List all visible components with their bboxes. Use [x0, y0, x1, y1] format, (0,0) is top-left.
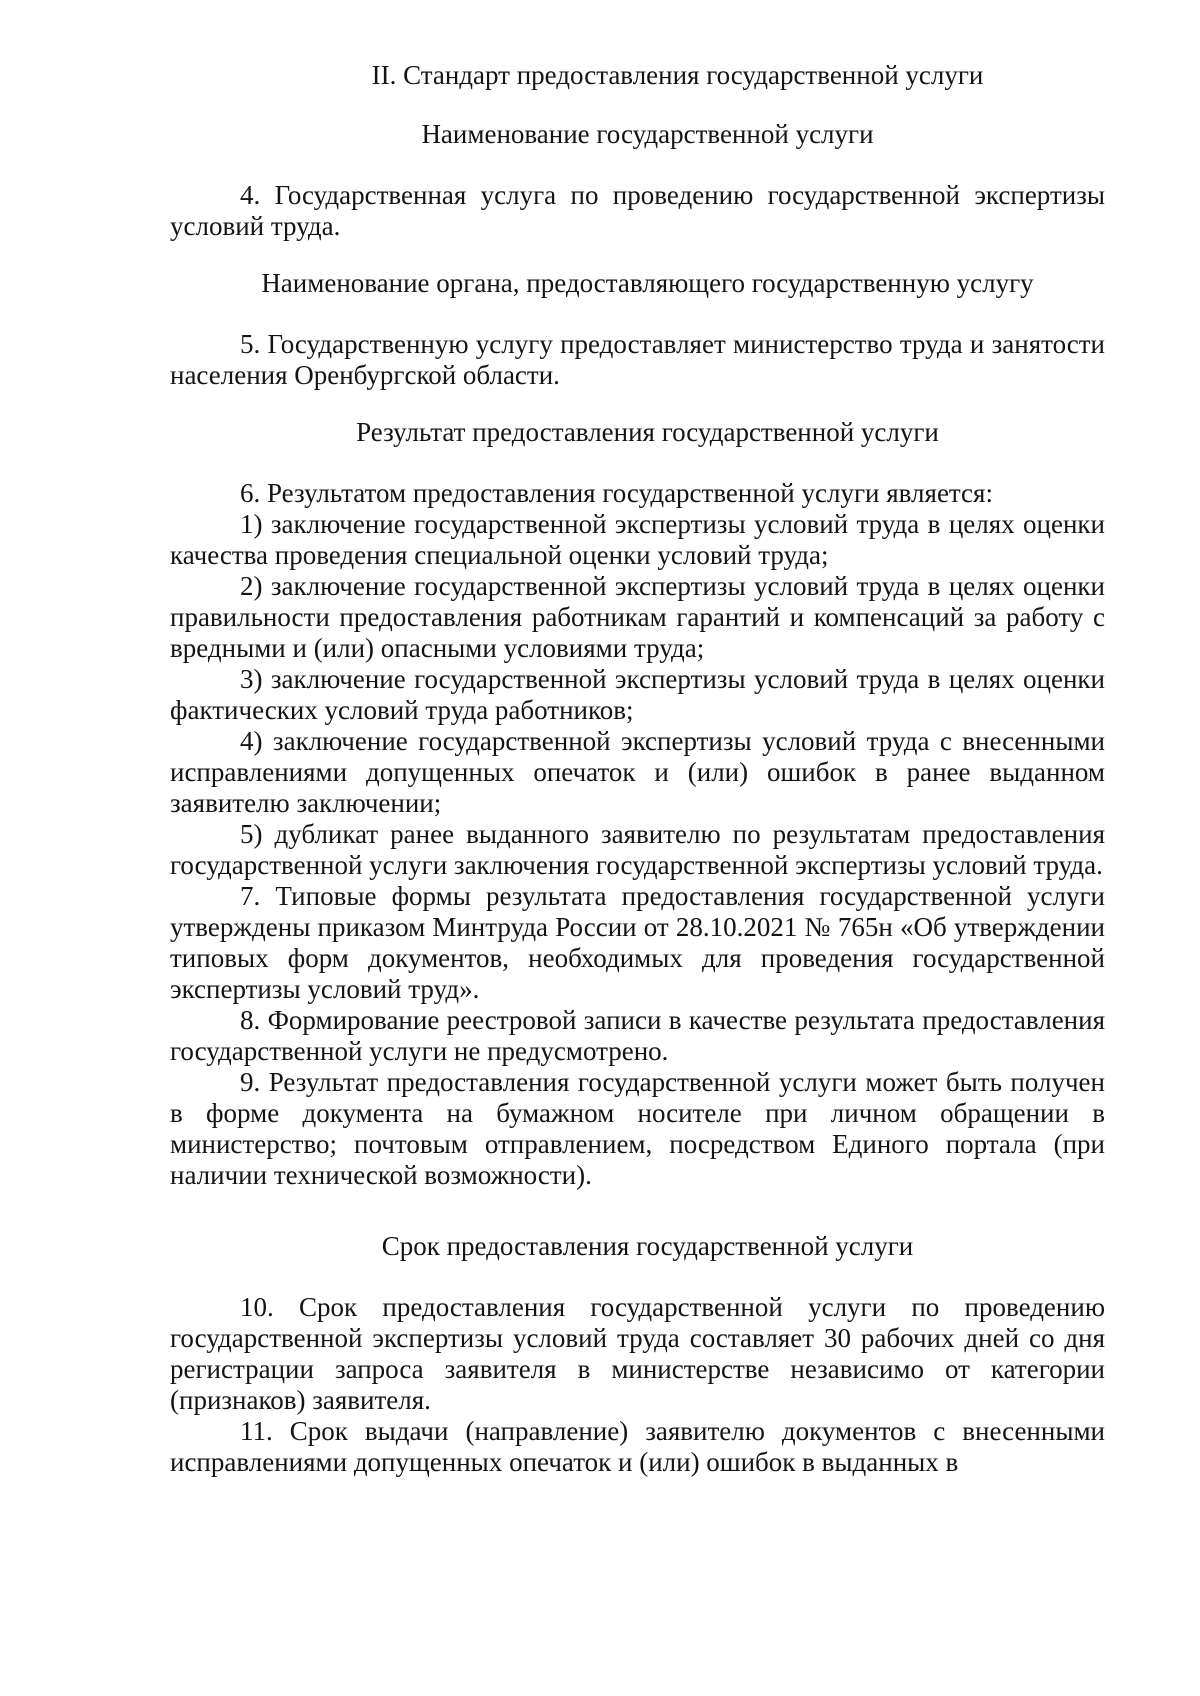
section-title: II. Стандарт предоставления государственной услуги: [371, 60, 984, 90]
paragraph-9: 9. Результат предоставления государственной услуги может быть получен в форме документа на бумажном носителе при личном обращении в министерство; почтовым отправлением, посредством Единого портала (при наличии технической возможности).: [170, 1067, 1105, 1190]
list-item: 4) заключение государственной экспертизы условий труда с внесенными исправлениями допущенных опечаток и (или) ошибок в ранее выданном заявителю заключении;: [170, 726, 1105, 818]
paragraph-6: 6. Результатом предоставления государственной услуги является:: [240, 478, 993, 508]
list-item: 5) дубликат ранее выданного заявителю по результатам предоставления государственной услуги заключения государственной экспертизы условий труда.: [170, 819, 1105, 880]
paragraph-4: 4. Государственная услуга по проведению государственной экспертизы условий труда.: [170, 180, 1105, 241]
list-item: 3) заключение государственной экспертизы условий труда в целях оценки фактических условий труда работников;: [170, 664, 1105, 725]
list-item: 2) заключение государственной экспертизы условий труда в целях оценки правильности предоставления работникам гарантий и компенсаций за работу с вредными и (или) опасными условиями труда;: [170, 571, 1105, 663]
heading-term: Срок предоставления государственной услуги: [381, 1231, 914, 1261]
paragraph-8: 8. Формирование реестровой записи в качестве результата предоставления государственной услуги не предусмотрено.: [170, 1005, 1105, 1066]
heading-result: Результат предоставления государственной услуги: [356, 417, 939, 447]
paragraph-11: 11. Срок выдачи (направление) заявителю документов с внесенными исправлениями допущенных опечаток и (или) ошибок в выданных в: [170, 1416, 1105, 1477]
list-item: 1) заключение государственной экспертизы условий труда в целях оценки качества проведения специальной оценки условий труда;: [170, 509, 1105, 570]
heading-authority: Наименование органа, предоставляющего государственную услугу: [261, 268, 1034, 298]
paragraph-10: 10. Срок предоставления государственной услуги по проведению государственной экспертизы условий труда составляет 30 рабочих дней со дня регистрации запроса заявителя в министерстве независимо от категории (признаков) заявителя.: [170, 1292, 1105, 1415]
paragraph-7: 7. Типовые формы результата предоставления государственной услуги утверждены приказом Минтруда России от 28.10.2021 № 765н «Об утверждении типовых форм документов, необходимых для проведения государственной экспертизы условий труд».: [170, 881, 1105, 1004]
paragraph-5: 5. Государственную услугу предоставляет министерство труда и занятости населения Оренбургской области.: [170, 329, 1105, 390]
heading-service-name: Наименование государственной услуги: [421, 119, 874, 149]
